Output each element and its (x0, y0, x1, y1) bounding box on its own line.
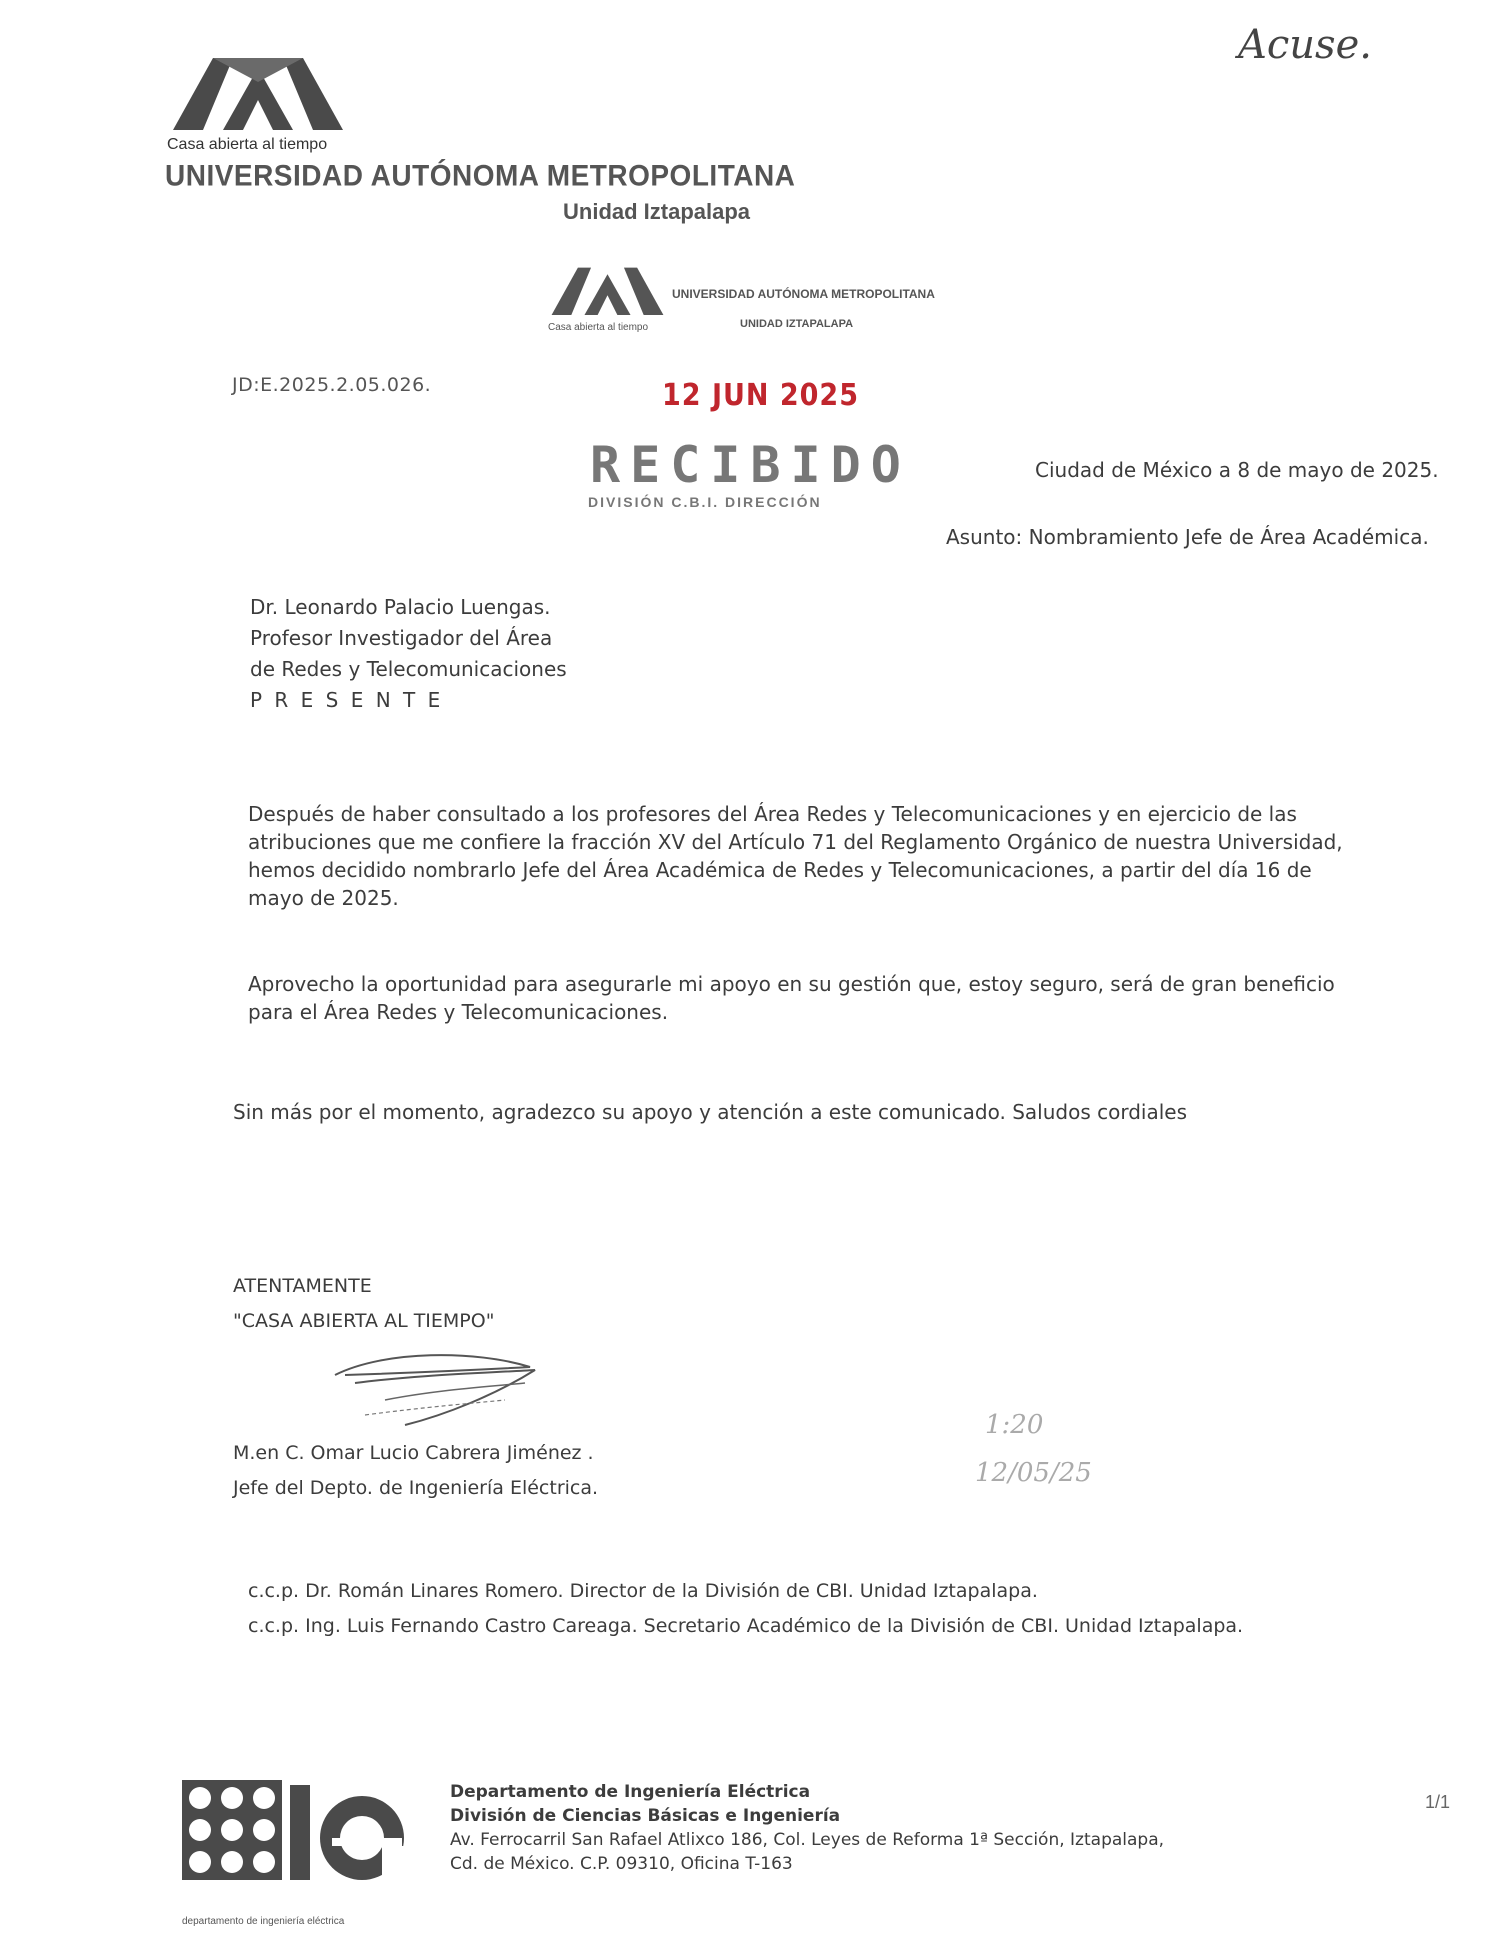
closing-line: Sin más por el momento, agradezco su apoyo y atención a este comunicado. Saludos cordiales (233, 1100, 1187, 1124)
stamp-tagline: Casa abierta al tiempo (548, 322, 649, 333)
letterhead-university: UNIVERSIDAD AUTÓNOMA METROPOLITANA (165, 159, 796, 192)
paragraph-2-line: Aprovecho la oportunidad para asegurarle mi apoyo en su gestión que, estoy seguro, será de gran beneficio (248, 972, 1335, 996)
cc-line-1: c.c.p. Dr. Román Linares Romero. Director de la División de CBI. Unidad Iztapalapa. (248, 1580, 1038, 1602)
subject-line: Asunto: Nombramiento Jefe de Área Académica. (946, 525, 1429, 549)
footer-address-1: Av. Ferrocarril San Rafael Atlixco 186, Col. Leyes de Reforma 1ª Sección, Iztapalapa, (450, 1830, 1165, 1850)
letterhead-unidad: Unidad Iztapalapa (563, 199, 751, 224)
body-paragraph-2 (248, 970, 1428, 1026)
place-date: Ciudad de México a 8 de mayo de 2025. (1035, 458, 1439, 482)
date-stamp: 12 JUN 2025 (662, 378, 859, 413)
recipient-position-2: de Redes y Telecomunicaciones (250, 657, 567, 681)
recipient-position-1: Profesor Investigador del Área (250, 626, 553, 650)
paragraph-2-line: para el Área Redes y Telecomunicaciones. (248, 1000, 669, 1024)
stamp-uam-logo (545, 262, 670, 323)
signer-name: M.en C. Omar Lucio Cabrera Jiménez . (233, 1442, 594, 1464)
recipient-name: Dr. Leonardo Palacio Luengas. (250, 595, 551, 619)
handwritten-date: 12/05/25 (975, 1458, 1092, 1488)
received-stamp: RECIBIDO (590, 436, 911, 494)
paragraph-1-line: Después de haber consultado a los profesores del Área Redes y Telecomunicaciones y en ejercicio de las (248, 802, 1297, 826)
footer-division: División de Ciencias Básicas e Ingeniería (450, 1806, 841, 1826)
paragraph-1-line: hemos decidido nombrarlo Jefe del Área Académica de Redes y Telecomunicaciones, a partir del día 16 de (248, 858, 1312, 882)
paragraph-1-line: atribuciones que me confiere la fracción XV del Artículo 71 del Reglamento Orgánico de nuestra Universidad, (248, 830, 1343, 854)
recipient-presente: P R E S E N T E (250, 688, 444, 712)
recipient-block (250, 592, 567, 716)
die-logo-caption: departamento de ingeniería eléctrica (182, 1916, 345, 1927)
received-division: DIVISIÓN C.B.I. DIRECCIÓN (588, 494, 822, 510)
paragraph-1-line: mayo de 2025. (248, 886, 399, 910)
body-paragraph-1 (248, 800, 1428, 912)
page-number: 1/1 (1425, 1792, 1451, 1812)
stamp-university: UNIVERSIDAD AUTÓNOMA METROPOLITANA (672, 287, 935, 301)
handwritten-time: 1:20 (985, 1410, 1044, 1440)
signer-title: Jefe del Depto. de Ingeniería Eléctrica. (233, 1477, 599, 1499)
atentamente: ATENTAMENTE (233, 1275, 372, 1297)
reference-number: JD:E.2025.2.05.026. (232, 374, 432, 396)
letterhead-tagline: Casa abierta al tiempo (167, 136, 328, 153)
die-logo (182, 1780, 422, 1910)
signature-scribble (325, 1345, 545, 1440)
motto: "CASA ABIERTA AL TIEMPO" (233, 1310, 495, 1332)
uam-logo (163, 52, 353, 132)
cc-line-2: c.c.p. Ing. Luis Fernando Castro Careaga. Secretario Académico de la División de CBI. Unidad Iztapalapa. (248, 1615, 1244, 1637)
footer-text (450, 1780, 1164, 1876)
stamp-unidad: UNIDAD IZTAPALAPA (740, 318, 854, 330)
footer-address-2: Cd. de México. C.P. 09310, Oficina T-163 (450, 1854, 793, 1874)
footer-department: Departamento de Ingeniería Eléctrica (450, 1782, 811, 1802)
handwritten-annotation: Acuse. (1238, 22, 1372, 68)
